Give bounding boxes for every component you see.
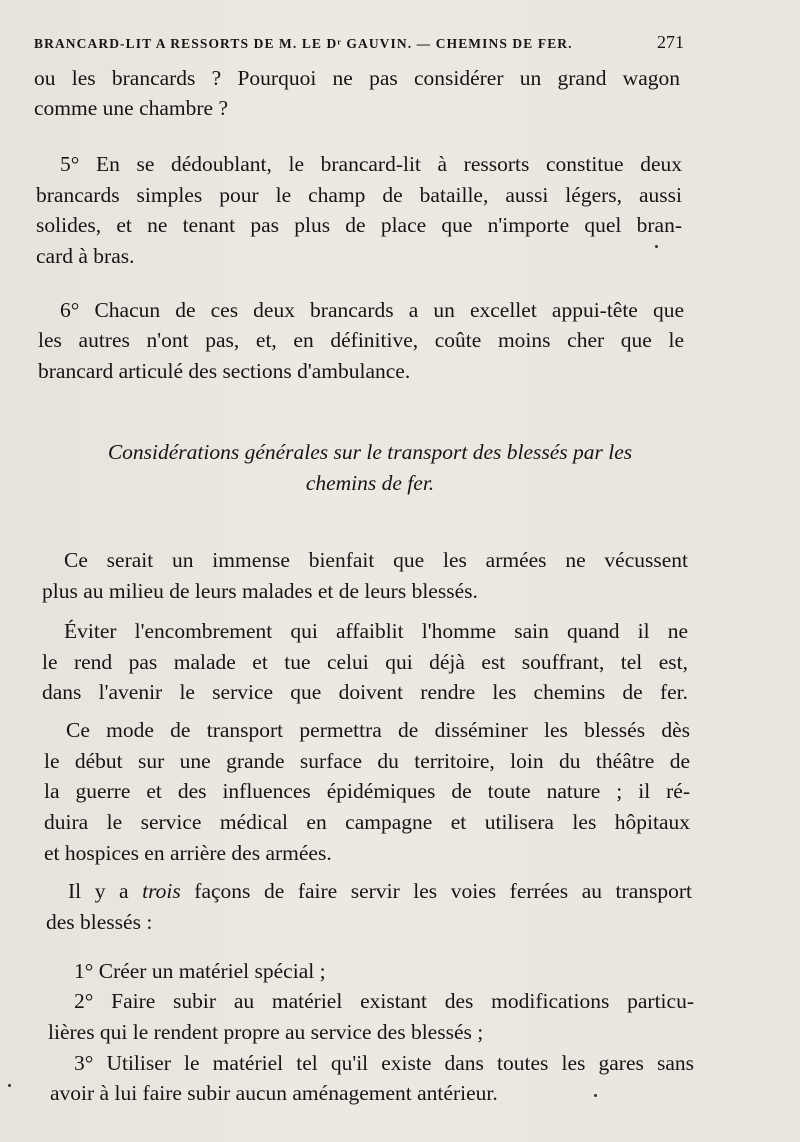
text-line bbox=[68, 877, 692, 905]
text-line: comme une chambre ? bbox=[34, 96, 229, 120]
text-line: ou les brancards ? Pourquoi ne pas considérer un grand wagon bbox=[34, 66, 680, 90]
text-line: duira le service médical en campagne et utilisera les hôpitaux bbox=[44, 810, 690, 834]
text-line: la guerre et des influences épidémiques de toute nature ; il ré- bbox=[44, 779, 690, 803]
text-fragment: façons de faire servir les voies ferrées au transport bbox=[180, 879, 692, 903]
text-fragment: Il y a bbox=[68, 879, 143, 903]
print-speck bbox=[8, 1084, 11, 1087]
print-speck bbox=[655, 245, 658, 248]
text-line: solides, et ne tenant pas plus de place que n'importe quel bran- bbox=[36, 213, 682, 237]
text-line: Ce mode de transport permettra de disséminer les blessés dès bbox=[66, 718, 690, 742]
text-line: le début sur une grande surface du territoire, loin du théâtre de bbox=[44, 749, 690, 773]
text-line: 5° En se dédoublant, le brancard-lit à ressorts constitue deux bbox=[60, 152, 682, 176]
text-line: plus au milieu de leurs malades et de leurs blessés. bbox=[42, 579, 478, 603]
text-line: Ce serait un immense bienfait que les armées ne vécussent bbox=[64, 548, 688, 572]
text-line: brancard articulé des sections d'ambulance. bbox=[38, 359, 411, 383]
text-line: et hospices en arrière des armées. bbox=[44, 841, 332, 865]
page-number: 271 bbox=[657, 32, 684, 52]
text-line: 6° Chacun de ces deux brancards a un excellet appui-tête que bbox=[60, 298, 684, 322]
list-item-3: 3° Utiliser le matériel tel qu'il existe dans toutes les gares sans bbox=[74, 1051, 694, 1075]
list-item-3-continued: avoir à lui faire subir aucun aménagement antérieur. bbox=[50, 1081, 498, 1105]
text-line: Éviter l'encombrement qui affaiblit l'homme sain quand il ne bbox=[64, 619, 688, 643]
text-line: les autres n'ont pas, et, en définitive, coûte moins cher que le bbox=[38, 328, 684, 352]
emphasis-trois: trois bbox=[142, 879, 181, 903]
text-line: des blessés : bbox=[46, 910, 153, 934]
section-heading-line-2: chemins de fer. bbox=[305, 471, 435, 495]
running-head-title: BRANCARD-LIT A RESSORTS DE M. LE Dʳ GAUVIN. — CHEMINS DE FER. bbox=[34, 36, 573, 51]
list-item-2: 2° Faire subir au matériel existant des modifications particu- bbox=[74, 989, 694, 1013]
text-line: dans l'avenir le service que doivent rendre les chemins de fer. bbox=[42, 680, 688, 704]
print-speck bbox=[594, 1094, 597, 1097]
running-head bbox=[34, 32, 684, 53]
text-line: brancards simples pour le champ de bataille, aussi légers, aussi bbox=[36, 183, 682, 207]
text-line: card à bras. bbox=[36, 244, 135, 268]
list-item-2-continued: lières qui le rendent propre au service des blessés ; bbox=[48, 1020, 484, 1044]
section-heading-line-1: Considérations générales sur le transport des blessés par les bbox=[107, 440, 633, 464]
text-line: le rend pas malade et tue celui qui déjà est souffrant, tel est, bbox=[42, 650, 688, 674]
list-item-1: 1° Créer un matériel spécial ; bbox=[74, 959, 326, 983]
